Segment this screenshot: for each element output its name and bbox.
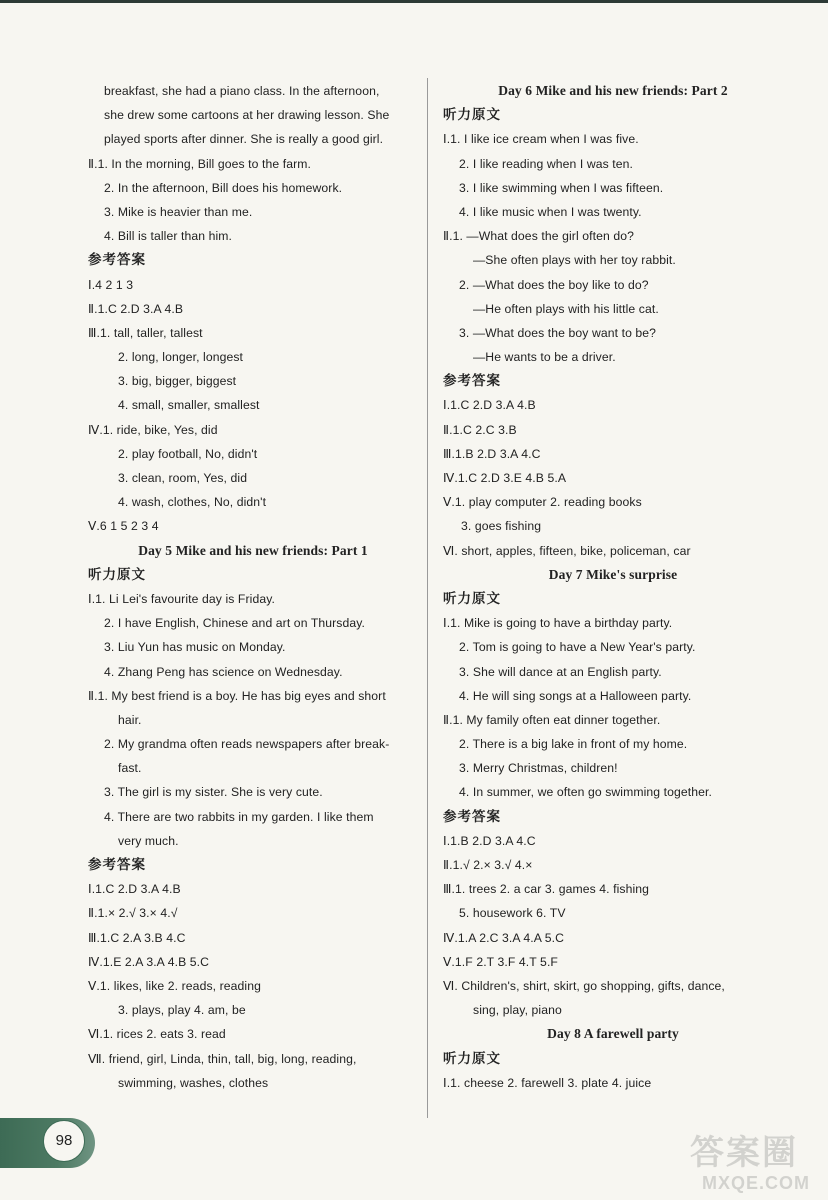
text-line: Ⅰ.1.C 2.D 3.A 4.B — [88, 882, 181, 897]
watermark-cn: 答案圈 — [690, 1133, 798, 1173]
right-column — [443, 79, 783, 1095]
text-line: Ⅰ.4 2 1 3 — [88, 277, 134, 292]
subsection-label: 听力原文 — [443, 590, 501, 606]
text-line: Ⅰ.1. I like ice cream when I was five. — [443, 132, 639, 147]
text-line: —She often plays with her toy rabbit. — [473, 253, 676, 268]
text-line: Ⅱ.1. My family often eat dinner together. — [443, 712, 661, 727]
text-line: Ⅱ.1.× 2.√ 3.× 4.√ — [88, 906, 178, 921]
page-number: 98 — [43, 1120, 85, 1162]
text-line: fast. — [118, 761, 142, 776]
text-line: 3. —What does the boy want to be? — [459, 325, 657, 340]
text-line: 4. small, smaller, smallest — [118, 398, 260, 413]
text-line: Ⅱ.1. In the morning, Bill goes to the farm. — [88, 156, 312, 171]
text-line: 2. There is a big lake in front of my home. — [459, 737, 688, 752]
text-line: 5. housework 6. TV — [459, 906, 566, 921]
text-line: Ⅱ.1.C 2.D 3.A 4.B — [88, 301, 184, 316]
section-heading: Day 6 Mike and his new friends: Part 2 — [498, 83, 728, 98]
text-line: 3. plays, play 4. am, be — [118, 1003, 246, 1018]
text-line: Ⅰ.1. Mike is going to have a birthday party. — [443, 616, 673, 631]
text-line: Ⅴ.1. play computer 2. reading books — [443, 495, 642, 510]
text-line: breakfast, she had a piano class. In the afternoon, — [104, 84, 380, 98]
text-line: Ⅲ.1.B 2.D 3.A 4.C — [443, 446, 541, 461]
subsection-label: 听力原文 — [443, 107, 501, 123]
text-line: 3. Liu Yun has music on Monday. — [104, 640, 286, 655]
subsection-label: 参考答案 — [443, 808, 501, 824]
text-line: Ⅴ.6 1 5 2 3 4 — [88, 519, 159, 534]
text-line: played sports after dinner. She is really a good girl. — [104, 132, 384, 147]
text-line: 3. goes fishing — [461, 519, 542, 534]
watermark-logo — [690, 1125, 825, 1197]
text-line: 4. Bill is taller than him. — [104, 229, 233, 244]
text-line: Ⅰ.1. cheese 2. farewell 3. plate 4. juice — [443, 1075, 652, 1090]
text-line: 4. He will sing songs at a Halloween party. — [459, 688, 692, 703]
text-line: —He wants to be a driver. — [473, 350, 616, 365]
text-line: 3. She will dance at an English party. — [459, 664, 662, 679]
column-divider — [427, 78, 428, 1118]
text-line: Ⅳ.1.C 2.D 3.E 4.B 5.A — [443, 471, 567, 485]
text-line: very much. — [118, 833, 179, 848]
text-line: 2. In the afternoon, Bill does his homework. — [104, 180, 343, 195]
left-column — [88, 79, 418, 1095]
watermark-en: MXQE.COM — [702, 1173, 811, 1193]
text-line: Ⅲ.1.C 2.A 3.B 4.C — [88, 930, 186, 945]
text-line: Ⅴ.1. likes, like 2. reads, reading — [88, 978, 261, 993]
text-line: Ⅰ.1.C 2.D 3.A 4.B — [443, 398, 536, 413]
text-line: Ⅱ.1. —What does the girl often do? — [443, 229, 634, 244]
text-line: 3. Mike is heavier than me. — [104, 204, 253, 219]
text-line: 2. long, longer, longest — [118, 350, 244, 365]
subsection-label: 参考答案 — [88, 252, 146, 268]
text-line: Ⅵ. Children's, shirt, skirt, go shopping, gifts, dance, — [443, 978, 725, 993]
text-line: 4. There are two rabbits in my garden. I like them — [104, 809, 374, 824]
text-line: 2. My grandma often reads newspapers after break- — [104, 737, 390, 752]
text-line: Ⅰ.1.B 2.D 3.A 4.C — [443, 833, 536, 848]
text-line: 4. In summer, we often go swimming together. — [459, 785, 713, 800]
text-line: Ⅵ.1. rices 2. eats 3. read — [88, 1027, 226, 1042]
text-line: Ⅰ.1. Li Lei's favourite day is Friday. — [88, 591, 275, 606]
text-line: 3. big, bigger, biggest — [118, 374, 237, 389]
text-line: 2. I have English, Chinese and art on Thursday. — [104, 616, 366, 631]
text-line: hair. — [118, 712, 142, 727]
text-line: swimming, washes, clothes — [118, 1075, 269, 1090]
section-heading: Day 8 A farewell party — [547, 1026, 679, 1042]
text-line: 2. I like reading when I was ten. — [459, 156, 634, 171]
subsection-label: 参考答案 — [88, 857, 146, 872]
text-line: 2. play football, No, didn't — [118, 446, 258, 461]
text-line: 2. —What does the boy like to do? — [459, 277, 649, 292]
text-line: Ⅵ. short, apples, fifteen, bike, policeman, car — [443, 543, 691, 558]
subsection-label: 参考答案 — [443, 373, 501, 389]
text-line: 2. Tom is going to have a New Year's party. — [459, 640, 696, 655]
text-line: —He often plays with his little cat. — [473, 301, 659, 316]
text-line: Ⅲ.1. trees 2. a car 3. games 4. fishing — [443, 882, 650, 897]
section-heading: Day 7 Mike's surprise — [548, 566, 678, 582]
section-heading: Day 5 Mike and his new friends: Part 1 — [138, 542, 368, 558]
text-line: 3. clean, room, Yes, did — [118, 471, 248, 485]
text-line: Ⅳ.1. ride, bike, Yes, did — [88, 422, 218, 437]
text-line: she drew some cartoons at her drawing lesson. She — [104, 108, 390, 123]
text-line: 3. The girl is my sister. She is very cute. — [104, 785, 323, 800]
text-line: Ⅱ.1. My best friend is a boy. He has big eyes and short — [88, 688, 386, 703]
text-line: Ⅱ.1.C 2.C 3.B — [443, 422, 517, 437]
subsection-label: 听力原文 — [443, 1050, 501, 1066]
text-line: Ⅶ. friend, girl, Linda, thin, tall, big, long, reading, — [88, 1051, 357, 1066]
text-line: Ⅳ.1.E 2.A 3.A 4.B 5.C — [88, 954, 210, 969]
text-line: Ⅲ.1. tall, taller, tallest — [88, 325, 203, 340]
text-line: Ⅳ.1.A 2.C 3.A 4.A 5.C — [443, 930, 565, 945]
top-border — [0, 0, 828, 3]
text-line: 3. I like swimming when I was fifteen. — [459, 180, 664, 195]
text-line: 4. wash, clothes, No, didn't — [118, 495, 267, 510]
text-line: 3. Merry Christmas, children! — [459, 761, 618, 776]
text-line: Ⅴ.1.F 2.T 3.F 4.T 5.F — [443, 954, 558, 969]
subsection-label: 听力原文 — [88, 566, 146, 582]
text-line: 4. Zhang Peng has science on Wednesday. — [104, 664, 343, 679]
text-line: 4. I like music when I was twenty. — [459, 204, 642, 219]
text-line: sing, play, piano — [473, 1003, 562, 1018]
text-line: Ⅱ.1.√ 2.× 3.√ 4.× — [443, 858, 533, 872]
